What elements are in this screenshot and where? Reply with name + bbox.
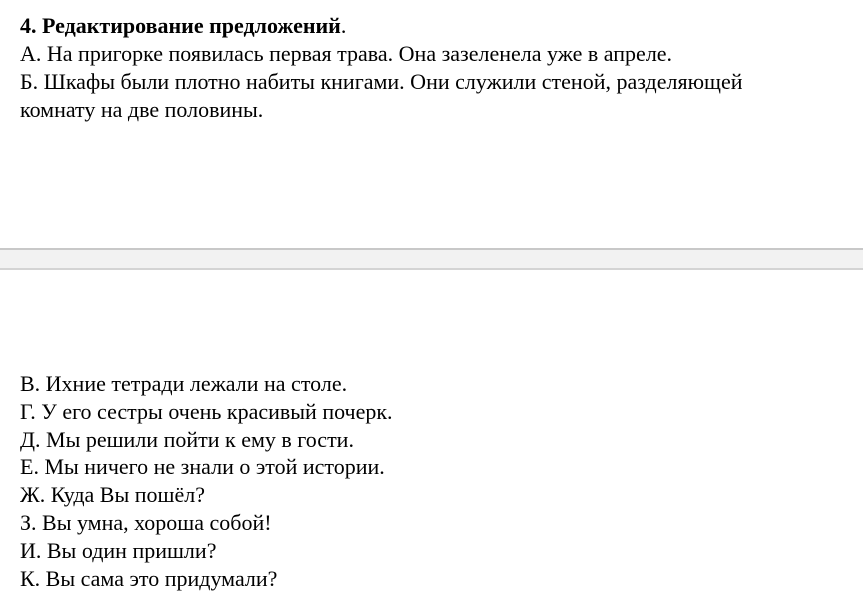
sentence-line: комнату на две половины. (20, 97, 264, 122)
sentence-line: В. Ихние тетради лежали на столе. (20, 371, 348, 396)
sentence-line: К. Вы сама это придумали? (20, 565, 278, 591)
task-title-tail: . (340, 13, 347, 38)
document-page-top (20, 12, 850, 124)
sentence-line: И. Вы один пришли? (20, 537, 217, 563)
document-page-bottom (20, 370, 850, 592)
sentence-line: Е. Мы ничего не знали о этой истории. (20, 454, 385, 480)
sentence-line: Д. Мы решили пойти к ему в гости. (20, 426, 354, 452)
sentence-line: А. На пригорке появилась первая трава. Она зазеленела уже в апреле. (20, 41, 673, 66)
sentence-line: Б. Шкафы были плотно набиты книгами. Они служили стеной, разделяющей (20, 69, 743, 94)
sentence-line: З. Вы умна, хороша собой! (20, 509, 272, 535)
task-title (20, 12, 850, 40)
sentence-line: Г. У его сестры очень красивый почерк. (20, 398, 393, 424)
sentence-line: Ж. Куда Вы пошёл? (20, 482, 205, 508)
page-separator (0, 248, 863, 270)
task-title-bold: 4. Редактирование предложений (20, 13, 341, 38)
